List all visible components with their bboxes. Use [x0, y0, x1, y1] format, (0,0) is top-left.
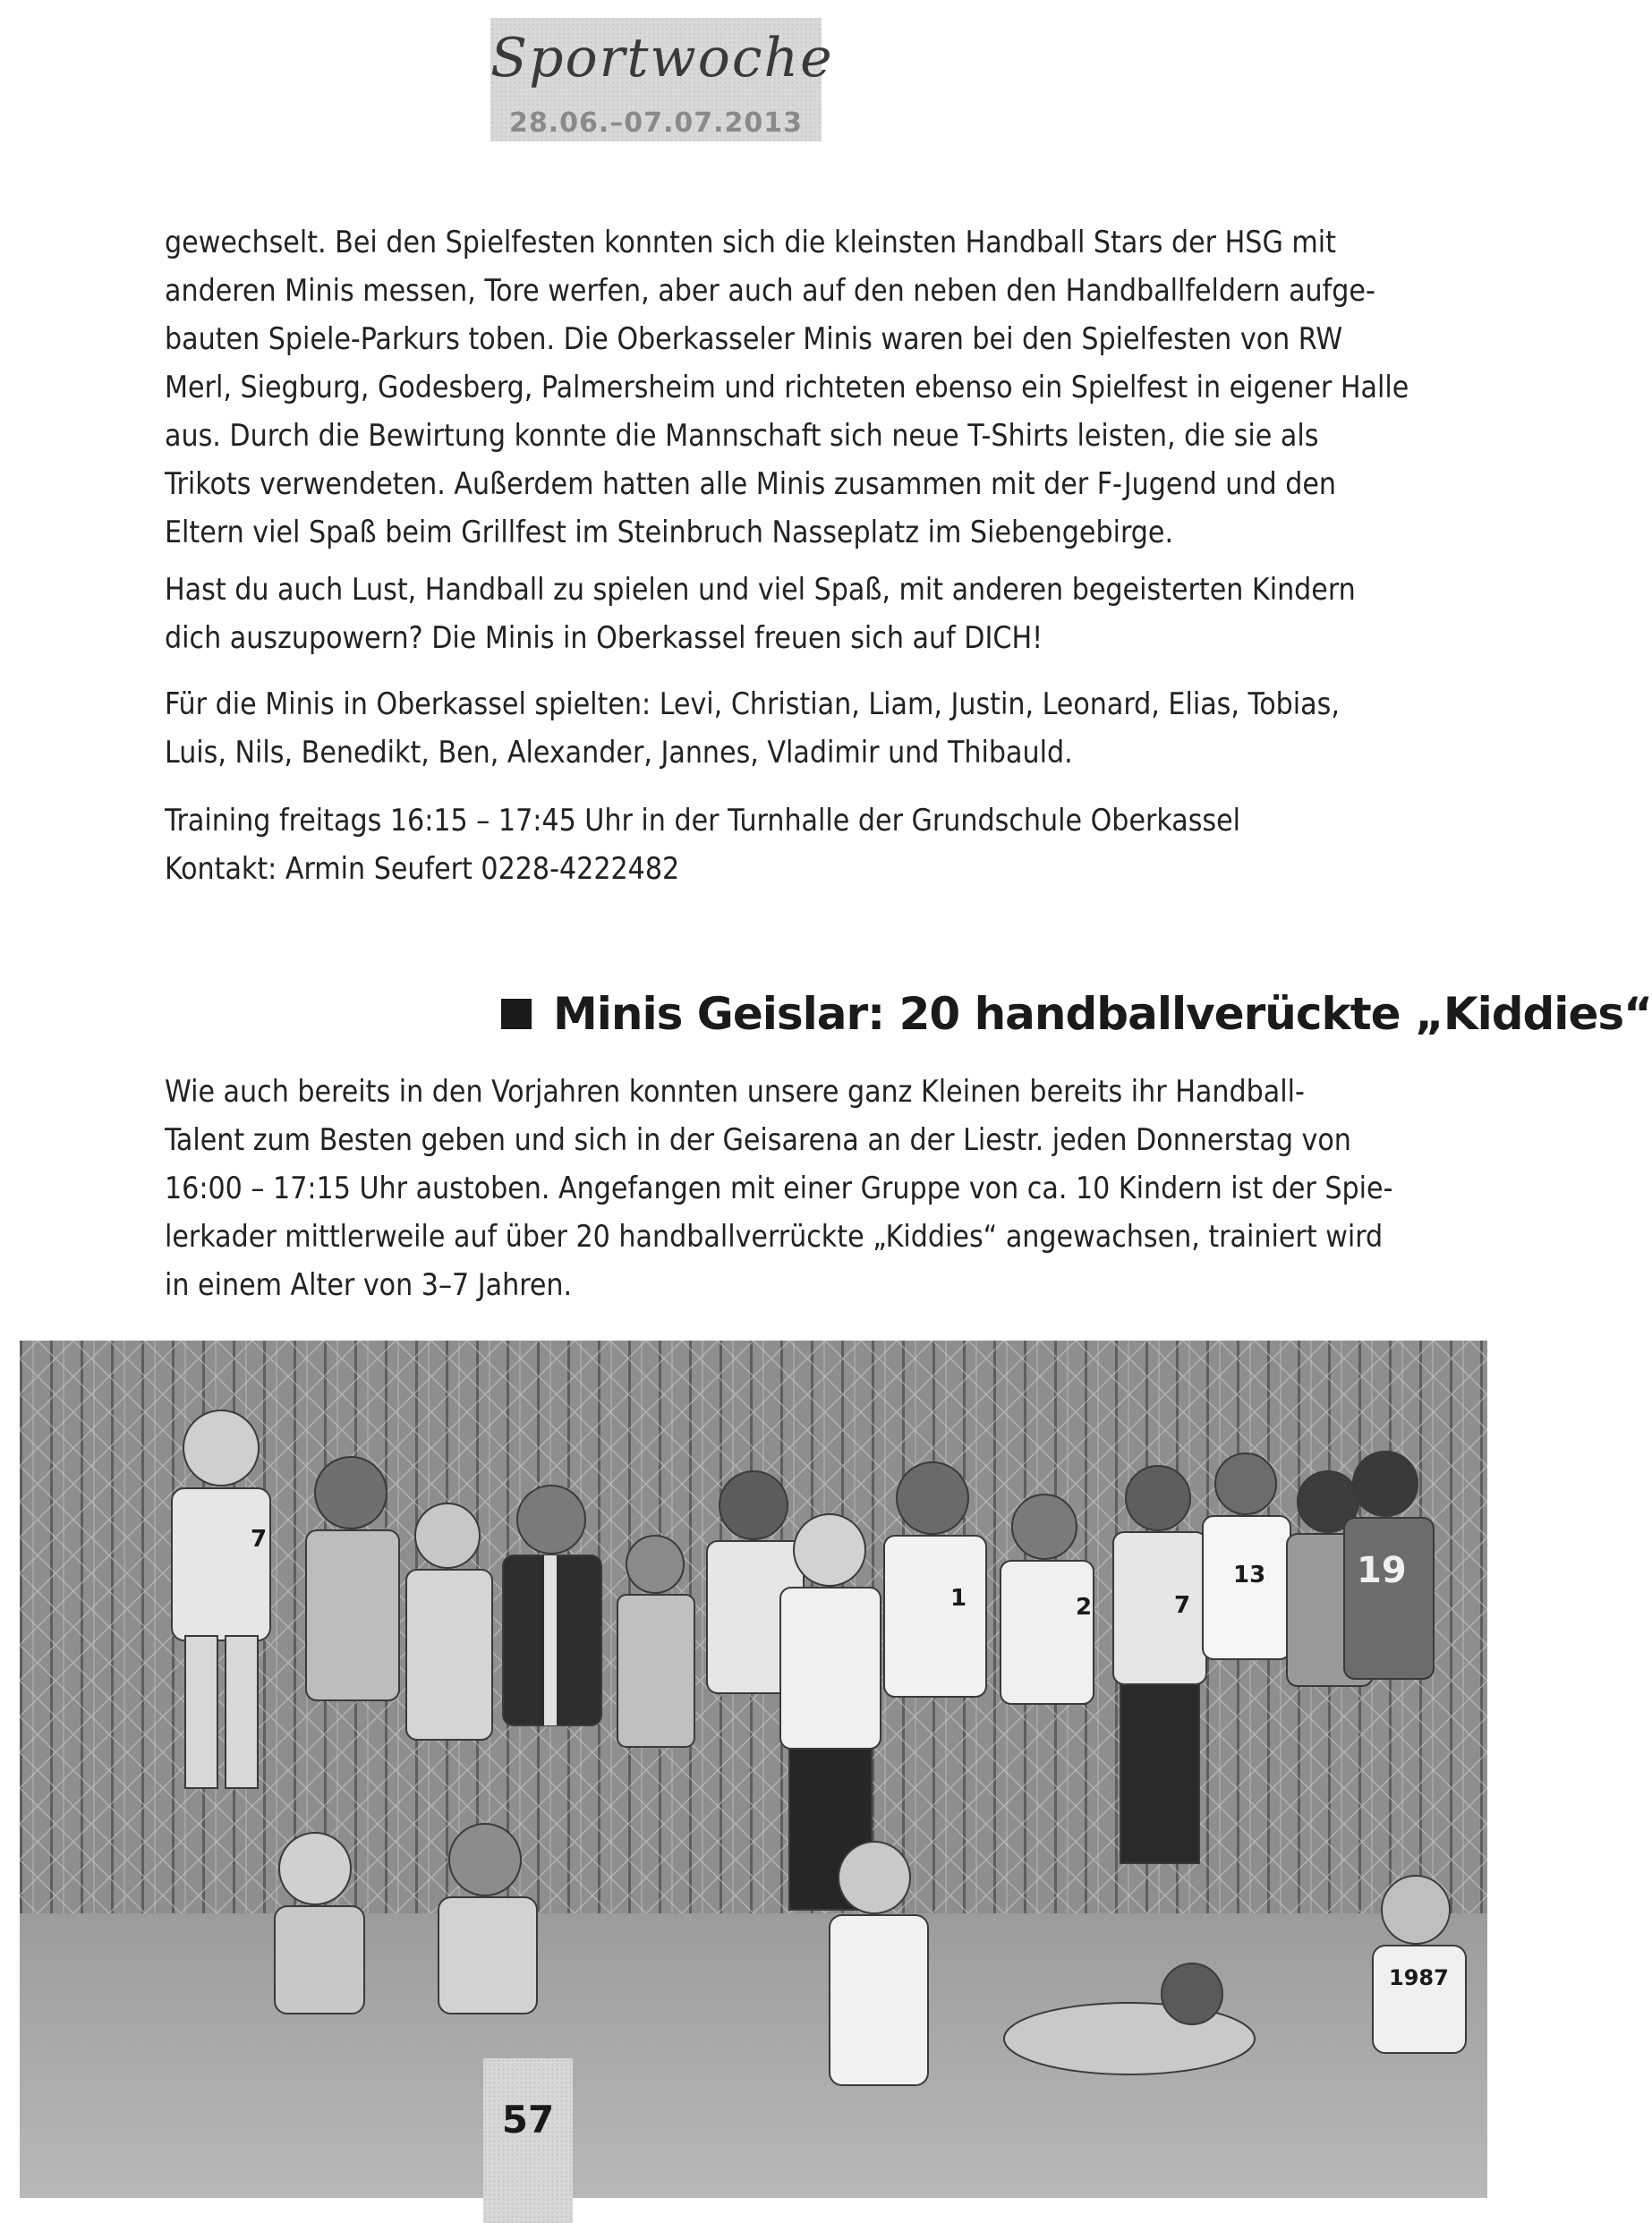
text-line: dich auszupowern? Die Minis in Oberkassel freuen sich auf DICH!: [165, 620, 1043, 655]
text-line: gewechselt. Bei den Spielfesten konnten sich die kleinsten Handball Stars der HSG mit: [165, 225, 1336, 260]
header-title: Sportwoche: [490, 27, 834, 89]
paragraph-training-contact: [165, 796, 1455, 893]
text-line: Training freitags 16:15 – 17:45 Uhr in der Turnhalle der Grundschule Oberkassel: [165, 803, 1241, 838]
text-line: Talent zum Besten geben und sich in der Geisarena an der Liestr. jeden Donnerstag von: [165, 1122, 1351, 1157]
shirt-number: 1: [950, 1585, 967, 1612]
text-line: Trikots verwendeten. Außerdem hatten alle Minis zusammen mit der F-Jugend und den: [165, 466, 1337, 501]
page-number: 57: [501, 2098, 555, 2142]
shirt-number: 7: [251, 1526, 268, 1553]
text-line: Eltern viel Spaß beim Grillfest im Steinbruch Nasseplatz im Siebengebirge.: [165, 515, 1174, 549]
shirt-number: 13: [1233, 1562, 1266, 1588]
paragraph-invitation: [165, 566, 1455, 662]
section-heading: [501, 983, 1652, 1045]
shirt-number: 7: [1174, 1592, 1191, 1619]
shirt-number: 2: [1076, 1594, 1093, 1621]
text-line: Für die Minis in Oberkassel spielten: Levi, Christian, Liam, Justin, Leonard, Elias, Tobias,: [165, 686, 1340, 721]
text-line: Kontakt: Armin Seufert 0228-4222482: [165, 851, 680, 886]
team-photo: [20, 1341, 1487, 2198]
photo-floor: [20, 1913, 1487, 2198]
text-line: Merl, Siegburg, Godesberg, Palmersheim und richteten ebenso ein Spielfest in eigener Halle: [165, 370, 1409, 405]
shirt-number: 1987: [1389, 1965, 1449, 1990]
text-line: 16:00 – 17:15 Uhr austoben. Angefangen mit einer Gruppe von ca. 10 Kindern ist der Spie-: [165, 1171, 1393, 1205]
text-line: Wie auch bereits in den Vorjahren konnten unsere ganz Kleinen bereits ihr Handball-: [165, 1074, 1305, 1109]
header-date: 28.06.–07.07.2013: [508, 107, 804, 139]
text-line: aus. Durch die Bewirtung konnte die Mannschaft sich neue T-Shirts leisten, die sie als: [165, 418, 1319, 453]
text-line: Luis, Nils, Benedikt, Ben, Alexander, Jannes, Vladimir und Thibauld.: [165, 735, 1073, 770]
text-line: in einem Alter von 3–7 Jahren.: [165, 1267, 573, 1302]
text-line: lerkader mittlerweile auf über 20 handballverrückte „Kiddies“ angewachsen, trainiert wird: [165, 1219, 1384, 1254]
paragraph-intro: [165, 218, 1455, 557]
text-line: Hast du auch Lust, Handball zu spielen und viel Spaß, mit anderen begeisterten Kindern: [165, 572, 1356, 607]
paragraph-geislar: [165, 1068, 1455, 1309]
paragraph-players: [165, 680, 1455, 777]
square-bullet-icon: [501, 999, 532, 1029]
text-line: anderen Minis messen, Tore werfen, aber auch auf den neben den Handballfeldern aufge-: [165, 273, 1375, 308]
text-line: bauten Spiele-Parkurs toben. Die Oberkasseler Minis waren bei den Spielfesten von RW: [165, 321, 1343, 356]
shirt-number: 19: [1357, 1550, 1407, 1591]
section-heading-text: Minis Geislar: 20 handballverückte „Kiddies“: [553, 988, 1652, 1040]
